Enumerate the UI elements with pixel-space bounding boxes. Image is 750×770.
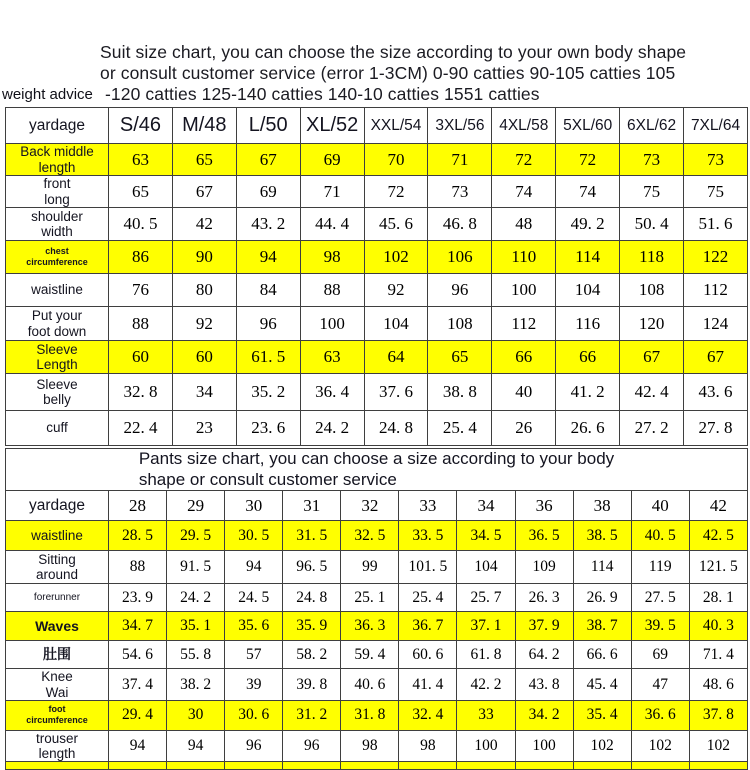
weight-advice-label: weight advice [2,86,93,103]
column-header: 36 [515,491,573,521]
row-label: Sitting around [6,551,109,584]
table-cell: 90 [172,241,236,274]
table-cell: 27. 8 [684,411,748,446]
table-cell: 25. 7 [457,584,515,612]
table-cell: 24. 8 [283,584,341,612]
table-cell: 73 [620,144,684,176]
table-cell: 67 [684,341,748,374]
table-cell: 37. 9 [515,612,573,641]
table-cell: 46. 8 [428,208,492,241]
table-cell: 45. 6 [364,208,428,241]
table-cell: 28. 5 [109,521,167,551]
column-header-yardage: yardage [6,491,109,521]
table-cell: 100 [300,307,364,341]
table-cell: 32. 4 [399,700,457,730]
table-cell: 65 [428,341,492,374]
table-cell: 27. 2 [620,411,684,446]
table-cell: 41. 2 [556,374,620,411]
table-cell: 119 [631,551,689,584]
table-cell: 54. 6 [109,641,167,669]
table-cell: 31. 5 [283,521,341,551]
table-cell: 25. 4 [428,411,492,446]
column-header: 5XL/60 [556,108,620,144]
table-cell: 116 [556,307,620,341]
table-cell: 109 [515,551,573,584]
table-cell: 92 [364,274,428,307]
table-cell: 48 [492,208,556,241]
table-cell: 26 [492,411,556,446]
table-title-line: shape or consult customer service [138,469,397,489]
table-cell: 102 [364,241,428,274]
table-cell: 86 [109,241,173,274]
table-cell: 40. 3 [689,612,747,641]
table-cell: 37. 1 [457,612,515,641]
table-cell: 40 [492,374,556,411]
table-cell: 27. 5 [631,584,689,612]
table-cell: 100 [457,730,515,761]
table-row [6,241,748,274]
partial-row [6,761,748,769]
table-cell: 41. 4 [399,669,457,700]
table-cell: 36. 4 [300,374,364,411]
table-cell: 74 [556,176,620,208]
column-header: 6XL/62 [620,108,684,144]
table-row [6,374,748,411]
table-cell: 101. 5 [399,551,457,584]
table-cell: 60 [172,341,236,374]
table-cell: 63 [109,144,173,176]
table-row [6,730,748,761]
table-cell: 25. 4 [399,584,457,612]
column-header: 31 [283,491,341,521]
column-header: 30 [225,491,283,521]
table-cell: 122 [684,241,748,274]
row-label: waistline [6,274,109,307]
table-cell: 65 [172,144,236,176]
table-cell: 59. 4 [341,641,399,669]
column-header: 3XL/56 [428,108,492,144]
table-cell: 39. 5 [631,612,689,641]
column-header: 34 [457,491,515,521]
table-cell: 74 [492,176,556,208]
table-cell: 99 [341,551,399,584]
table-cell: 94 [225,551,283,584]
pants-size-table [5,448,748,770]
table-cell: 102 [689,730,747,761]
table-cell: 94 [236,241,300,274]
table-cell: 112 [492,307,556,341]
table-cell: 67 [620,341,684,374]
table-row [6,341,748,374]
table-cell: 114 [556,241,620,274]
table-cell: 64 [364,341,428,374]
table-cell: 98 [300,241,364,274]
table-title [6,449,748,491]
table-row [6,144,748,176]
table-cell: 102 [631,730,689,761]
column-header: 42 [689,491,747,521]
table-cell: 34. 5 [457,521,515,551]
table-cell: 38. 2 [167,669,225,700]
table-row [6,612,748,641]
table-cell: 39. 8 [283,669,341,700]
table-cell: 106 [428,241,492,274]
table-cell [689,761,747,769]
table-cell: 35. 4 [573,700,631,730]
table-cell: 34 [172,374,236,411]
row-label: Back middle length [6,144,109,176]
row-label: Sleeve Length [6,341,109,374]
table-cell: 112 [684,274,748,307]
suit-size-table [5,107,748,446]
table-cell: 34. 2 [515,700,573,730]
table-cell: 22. 4 [109,411,173,446]
table-cell: 38. 8 [428,374,492,411]
table-cell [225,761,283,769]
table-cell: 66. 6 [573,641,631,669]
table-cell: 40. 5 [109,208,173,241]
table-cell: 37. 8 [689,700,747,730]
table-cell: 39 [225,669,283,700]
row-label: waistline [6,521,109,551]
table-cell: 58. 2 [283,641,341,669]
table-cell: 38. 5 [573,521,631,551]
column-header: M/48 [172,108,236,144]
table-cell: 72 [364,176,428,208]
table-cell [515,761,573,769]
table-cell: 24. 8 [364,411,428,446]
table-row [6,669,748,700]
table-cell: 71. 4 [689,641,747,669]
table-cell: 23. 6 [236,411,300,446]
column-header: 29 [167,491,225,521]
table-cell: 42. 2 [457,669,515,700]
table-cell: 70 [364,144,428,176]
table-cell: 65 [109,176,173,208]
table-cell: 24. 2 [300,411,364,446]
table-cell: 88 [109,307,173,341]
column-header: L/50 [236,108,300,144]
table-cell: 104 [457,551,515,584]
table-cell: 43. 2 [236,208,300,241]
table-cell: 96 [283,730,341,761]
table-cell: 120 [620,307,684,341]
table-cell: 45. 4 [573,669,631,700]
table-row [6,176,748,208]
table-cell [573,761,631,769]
row-label: Put your foot down [6,307,109,341]
table-cell: 66 [492,341,556,374]
table-cell: 71 [300,176,364,208]
table-cell: 72 [492,144,556,176]
column-header: 40 [631,491,689,521]
suit-chart-title-line2: or consult customer service (error 1-3CM) 0-90 catties 90-105 catties 105 [100,63,676,83]
column-header: XXL/54 [364,108,428,144]
table-cell: 32. 8 [109,374,173,411]
row-label: chest circumference [6,241,109,274]
row-label: Waves [6,612,109,641]
table-cell: 104 [556,274,620,307]
table-cell: 31. 2 [283,700,341,730]
table-cell: 24. 2 [167,584,225,612]
table-cell: 118 [620,241,684,274]
table-cell: 75 [684,176,748,208]
table-cell: 98 [341,730,399,761]
table-cell [109,761,167,769]
table-cell: 23 [172,411,236,446]
table-cell: 26. 3 [515,584,573,612]
table-cell [283,761,341,769]
table-cell: 67 [172,176,236,208]
table-cell: 71 [428,144,492,176]
table-row [6,641,748,669]
table-cell: 33. 5 [399,521,457,551]
pants-size-chart-grid [5,448,748,770]
table-cell: 35. 9 [283,612,341,641]
column-header: S/46 [109,108,173,144]
table-cell: 102 [573,730,631,761]
table-cell: 25. 1 [341,584,399,612]
table-cell: 69 [236,176,300,208]
table-cell [399,761,457,769]
table-cell: 30. 5 [225,521,283,551]
table-cell: 51. 6 [684,208,748,241]
table-cell: 26. 9 [573,584,631,612]
table-cell: 40. 5 [631,521,689,551]
row-label: Sleeve belly [6,374,109,411]
table-cell: 29. 4 [109,700,167,730]
table-cell: 72 [556,144,620,176]
table-cell [167,761,225,769]
table-cell: 104 [364,307,428,341]
table-cell: 28. 1 [689,584,747,612]
row-label: 肚围 [6,641,109,669]
table-cell: 75 [620,176,684,208]
table-cell: 37. 6 [364,374,428,411]
table-cell: 96 [428,274,492,307]
table-cell: 61. 5 [236,341,300,374]
table-cell: 32. 5 [341,521,399,551]
table-row [6,274,748,307]
table-cell: 48. 6 [689,669,747,700]
table-cell: 50. 4 [620,208,684,241]
table-cell [631,761,689,769]
table-cell: 92 [172,307,236,341]
table-cell: 91. 5 [167,551,225,584]
table-cell: 36. 6 [631,700,689,730]
table-cell: 121. 5 [689,551,747,584]
table-row [6,700,748,730]
table-cell: 73 [428,176,492,208]
table-row [6,521,748,551]
table-row [6,208,748,241]
table-row [6,551,748,584]
table-cell: 42 [172,208,236,241]
table-cell: 34. 7 [109,612,167,641]
table-cell: 43. 8 [515,669,573,700]
suit-size-chart-grid [5,107,748,446]
table-cell: 42. 4 [620,374,684,411]
column-header: 7XL/64 [684,108,748,144]
column-header: 32 [341,491,399,521]
table-cell: 88 [109,551,167,584]
table-cell: 80 [172,274,236,307]
table-row [6,411,748,446]
table-cell: 96 [236,307,300,341]
table-cell: 40. 6 [341,669,399,700]
table-cell: 94 [109,730,167,761]
table-cell: 44. 4 [300,208,364,241]
table-cell [341,761,399,769]
table-cell: 23. 9 [109,584,167,612]
table-cell: 26. 6 [556,411,620,446]
table-cell: 67 [236,144,300,176]
row-label: shoulder width [6,208,109,241]
table-cell: 31. 8 [341,700,399,730]
column-header-yardage: yardage [6,108,109,144]
table-cell: 55. 8 [167,641,225,669]
table-cell: 43. 6 [684,374,748,411]
column-header: 33 [399,491,457,521]
table-cell: 100 [492,274,556,307]
row-label: forerunner [6,584,109,612]
table-cell: 63 [300,341,364,374]
table-cell: 61. 8 [457,641,515,669]
row-label: cuff [6,411,109,446]
table-cell: 35. 6 [225,612,283,641]
suit-chart-title-line1: Suit size chart, you can choose the size according to your own body shape [100,42,687,62]
table-cell: 84 [236,274,300,307]
table-cell: 36. 3 [341,612,399,641]
table-cell: 66 [556,341,620,374]
table-cell: 35. 1 [167,612,225,641]
table-cell: 69 [300,144,364,176]
row-label: front long [6,176,109,208]
table-cell: 108 [620,274,684,307]
table-row [6,584,748,612]
table-cell: 73 [684,144,748,176]
table-cell: 88 [300,274,364,307]
row-label: Knee Wai [6,669,109,700]
column-header: XL/52 [300,108,364,144]
table-cell: 24. 5 [225,584,283,612]
table-cell: 35. 2 [236,374,300,411]
table-cell: 76 [109,274,173,307]
table-cell: 36. 7 [399,612,457,641]
table-cell [457,761,515,769]
table-cell: 36. 5 [515,521,573,551]
table-cell: 124 [684,307,748,341]
table-cell: 30. 6 [225,700,283,730]
table-cell: 69 [631,641,689,669]
table-cell: 38. 7 [573,612,631,641]
table-cell: 60 [109,341,173,374]
table-cell: 29. 5 [167,521,225,551]
table-cell [6,761,109,769]
table-cell: 110 [492,241,556,274]
table-cell: 33 [457,700,515,730]
table-cell: 57 [225,641,283,669]
table-cell: 96 [225,730,283,761]
table-cell: 94 [167,730,225,761]
column-header: 28 [109,491,167,521]
table-cell: 42. 5 [689,521,747,551]
table-cell: 60. 6 [399,641,457,669]
table-cell: 37. 4 [109,669,167,700]
table-cell: 98 [399,730,457,761]
table-cell: 47 [631,669,689,700]
row-label: foot circumference [6,700,109,730]
table-title-line: Pants size chart, you can choose a size according to your body [138,449,615,468]
table-cell: 49. 2 [556,208,620,241]
table-cell: 100 [515,730,573,761]
column-header: 38 [573,491,631,521]
suit-chart-title-line3: -120 catties 125-140 catties 140-10 catties 1551 catties [105,84,540,104]
table-cell: 114 [573,551,631,584]
table-cell: 108 [428,307,492,341]
table-cell: 64. 2 [515,641,573,669]
column-header: 4XL/58 [492,108,556,144]
table-cell: 30 [167,700,225,730]
table-cell: 96. 5 [283,551,341,584]
row-label: trouser length [6,730,109,761]
table-row [6,307,748,341]
